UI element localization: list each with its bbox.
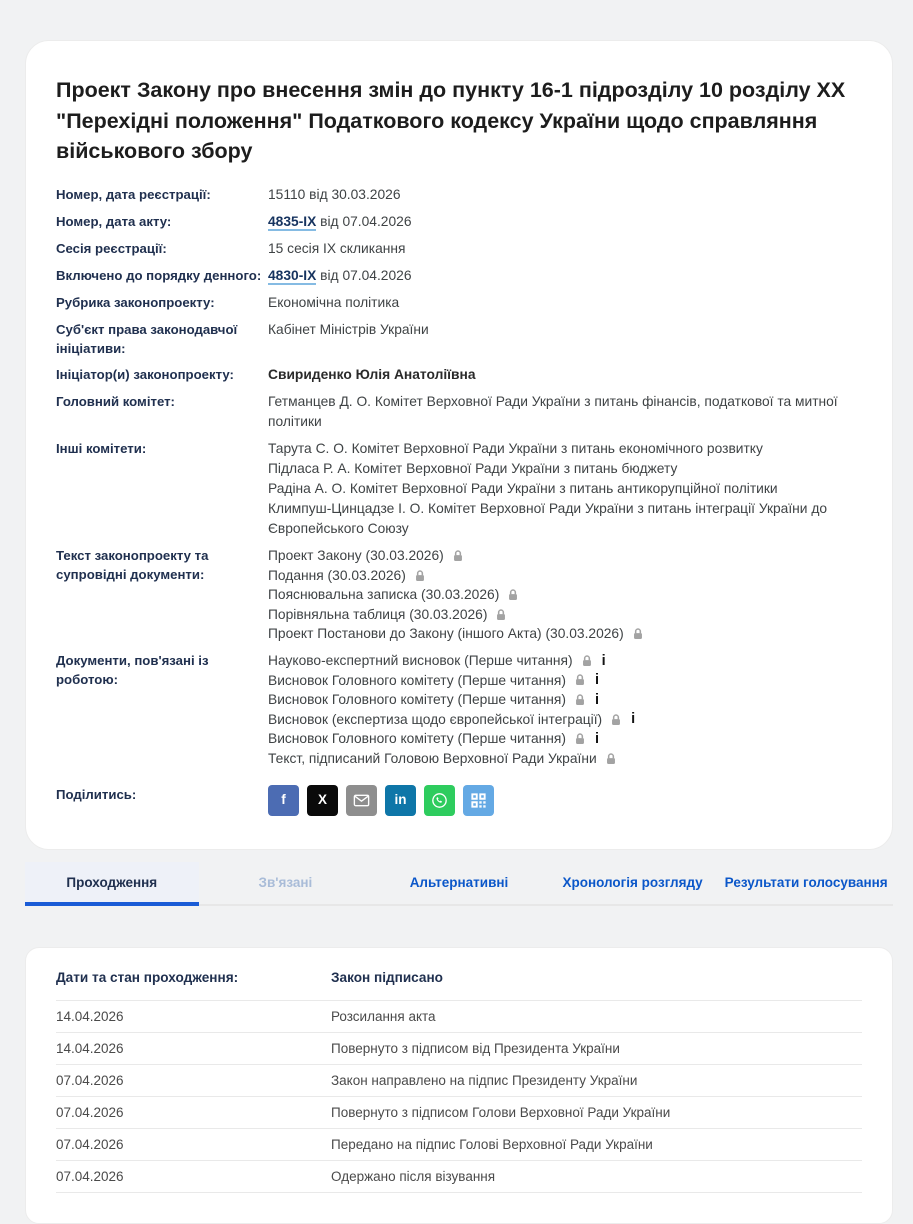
info-icon[interactable]: i (601, 652, 606, 669)
field-value (268, 651, 862, 768)
document-item (268, 671, 862, 691)
share-buttons (268, 785, 862, 816)
document-link[interactable]: Висновок Головного комітету (Перше читання) (268, 672, 566, 688)
document-item (268, 566, 862, 586)
document-item (268, 605, 862, 625)
document-item (268, 729, 862, 749)
field-label: Інші комітети: (56, 441, 147, 457)
table-row (56, 1032, 862, 1064)
info-row (56, 546, 862, 644)
table-header-row (56, 954, 862, 1001)
header-dates: Дати та стан проходження: (56, 969, 239, 985)
document-item (268, 624, 862, 644)
row-status: Передано на підпис Голові Верховної Ради України (331, 1128, 862, 1160)
value-line: Тарута С. О. Комітет Верховної Ради України з питань економічного розвитку (268, 441, 763, 457)
document-link[interactable]: Текст, підписаний Головою Верховної Ради України (268, 750, 597, 766)
field-label: Включено до порядку денного: (56, 268, 262, 284)
info-row (56, 293, 862, 313)
lock-icon (604, 752, 618, 766)
lock-icon (573, 673, 587, 687)
table-row (56, 1160, 862, 1192)
field-label: Сесія реєстрації: (56, 241, 167, 257)
value-line: Радіна А. О. Комітет Верховної Ради України з питань антикорупційної політики (268, 481, 778, 497)
row-date: 07.04.2026 (56, 1160, 331, 1192)
field-value (268, 185, 862, 205)
value-line: Підласа Р. А. Комітет Верховної Ради України з питань бюджету (268, 461, 678, 477)
bill-summary-card (25, 40, 893, 850)
row-status: Закон направлено на підпис Президенту України (331, 1064, 862, 1096)
info-row (56, 239, 862, 259)
document-link[interactable]: Пояснювальна записка (30.03.2026) (268, 587, 500, 603)
value-text: 15 сесія IX скликання (268, 241, 406, 257)
share-facebook-button[interactable] (268, 785, 299, 816)
document-link[interactable]: Подання (30.03.2026) (268, 567, 406, 583)
field-value (268, 546, 862, 644)
share-linkedin-button[interactable] (385, 785, 416, 816)
field-value (268, 365, 862, 385)
row-date: 14.04.2026 (56, 1032, 331, 1064)
field-label: Ініціатор(и) законопроекту: (56, 367, 234, 383)
document-link[interactable]: Висновок Головного комітету (Перше читання) (268, 731, 566, 747)
document-link[interactable]: Проект Постанови до Закону (іншого Акта) (30.03.2026) (268, 626, 624, 642)
row-status: Повернуто з підписом від Президента України (331, 1032, 862, 1064)
value-text: Свириденко Юлія Анатоліївна (268, 367, 476, 383)
x-twitter-icon: X (317, 792, 327, 808)
document-link[interactable]: Висновок Головного комітету (Перше читання) (268, 692, 566, 708)
row-status: Одержано після візування (331, 1160, 862, 1192)
field-value (268, 392, 862, 432)
lock-icon (631, 627, 645, 641)
lock-icon (573, 693, 587, 707)
linkedin-icon: in (394, 792, 407, 808)
lock-icon (580, 654, 594, 668)
tab-проходження[interactable]: Проходження (25, 862, 199, 904)
field-label: Номер, дата реєстрації: (56, 187, 211, 203)
document-link[interactable]: Висновок (експертиза щодо європейської інтеграції) (268, 711, 603, 727)
field-label: Головний комітет: (56, 394, 175, 410)
value-text: Економічна політика (268, 295, 400, 311)
lock-icon (451, 549, 465, 563)
row-date: 07.04.2026 (56, 1064, 331, 1096)
lock-icon (494, 608, 508, 622)
field-label: Номер, дата акту: (56, 214, 172, 230)
qr-icon (469, 791, 488, 810)
progress-table (56, 954, 862, 1192)
info-row (56, 365, 862, 385)
progress-table-body (56, 1000, 862, 1192)
progress-card (25, 947, 893, 1224)
info-row (56, 266, 862, 286)
facebook-icon: f (281, 792, 286, 808)
lock-icon (609, 713, 623, 727)
lock-icon (506, 588, 520, 602)
row-status: Розсилання акта (331, 1000, 862, 1032)
field-value (268, 266, 862, 286)
document-item (268, 651, 862, 671)
document-link[interactable]: Науково-експертний висновок (Перше читання) (268, 653, 573, 669)
info-icon[interactable]: i (594, 730, 599, 747)
value-text: Кабінет Міністрів України (268, 322, 429, 338)
field-label: Рубрика законопроекту: (56, 295, 215, 311)
document-item (268, 749, 862, 769)
document-item (268, 690, 862, 710)
value-text: від 07.04.2026 (316, 214, 412, 230)
field-value (268, 212, 862, 232)
info-icon[interactable]: i (594, 691, 599, 708)
law-number-link[interactable]: 4835-IX (268, 214, 317, 230)
share-label: Поділитись: (56, 786, 137, 802)
lock-icon (413, 569, 427, 583)
info-rows (56, 185, 862, 768)
row-status: Повернуто з підписом Голови Верховної Ради України (331, 1096, 862, 1128)
document-item (268, 710, 862, 730)
info-row (56, 320, 862, 358)
lock-icon (573, 732, 587, 746)
info-row (56, 185, 862, 205)
tab-хронологія-розгляду[interactable]: Хронологія розгляду (562, 874, 703, 890)
tab-зв'язані[interactable]: Зв'язані (258, 874, 313, 890)
tab-результати-голосування[interactable]: Результати голосування (724, 874, 888, 890)
document-link[interactable]: Порівняльна таблиця (30.03.2026) (268, 606, 488, 622)
whatsapp-icon (430, 791, 449, 810)
row-date: 07.04.2026 (56, 1128, 331, 1160)
value-text: від 07.04.2026 (316, 268, 412, 284)
field-label: Суб'єкт права законодавчої ініціативи: (56, 322, 238, 356)
field-label: Текст законопроекту та супровідні документи: (56, 548, 209, 582)
table-row (56, 1128, 862, 1160)
field-value (268, 239, 862, 259)
document-item (268, 585, 862, 605)
share-email-button[interactable] (346, 785, 377, 816)
info-row (56, 392, 862, 432)
share-x-twitter-button[interactable] (307, 785, 338, 816)
value-text: 15110 від 30.03.2026 (268, 187, 401, 203)
tab-альтернативні[interactable]: Альтернативні (409, 874, 509, 890)
email-icon (352, 791, 371, 810)
share-whatsapp-button[interactable] (424, 785, 455, 816)
table-row (56, 1000, 862, 1032)
value-line: Гетманцев Д. О. Комітет Верховної Ради України з питань фінансів, податкової та митної політики (268, 394, 838, 430)
row-date: 07.04.2026 (56, 1096, 331, 1128)
table-end-rule (56, 1192, 862, 1193)
document-item (268, 546, 862, 566)
field-value (268, 293, 862, 313)
table-row (56, 1096, 862, 1128)
document-link[interactable]: Проект Закону (30.03.2026) (268, 548, 444, 564)
info-row (56, 212, 862, 232)
info-icon[interactable]: i (594, 672, 599, 689)
share-row (56, 785, 862, 816)
table-row (56, 1064, 862, 1096)
field-value (268, 439, 862, 539)
field-value (268, 320, 862, 358)
field-label: Документи, пов'язані із роботою: (56, 653, 209, 687)
share-qr-code-button[interactable] (463, 785, 494, 816)
row-date: 14.04.2026 (56, 1000, 331, 1032)
law-number-link[interactable]: 4830-IX (268, 268, 317, 284)
value-line: Климпуш-Цинцадзе І. О. Комітет Верховної Ради України з питань інтеграції України до Європейського Союзу (268, 501, 828, 537)
info-icon[interactable]: i (631, 711, 636, 728)
tabbar (25, 862, 893, 906)
info-row (56, 651, 862, 768)
page-title: Проект Закону про внесення змін до пункту 16-1 підрозділу 10 розділу XX "Перехідні положення" Податкового кодексу України щодо справляння військового збору (56, 78, 846, 164)
info-row (56, 439, 862, 539)
header-status: Закон підписано (331, 969, 443, 985)
